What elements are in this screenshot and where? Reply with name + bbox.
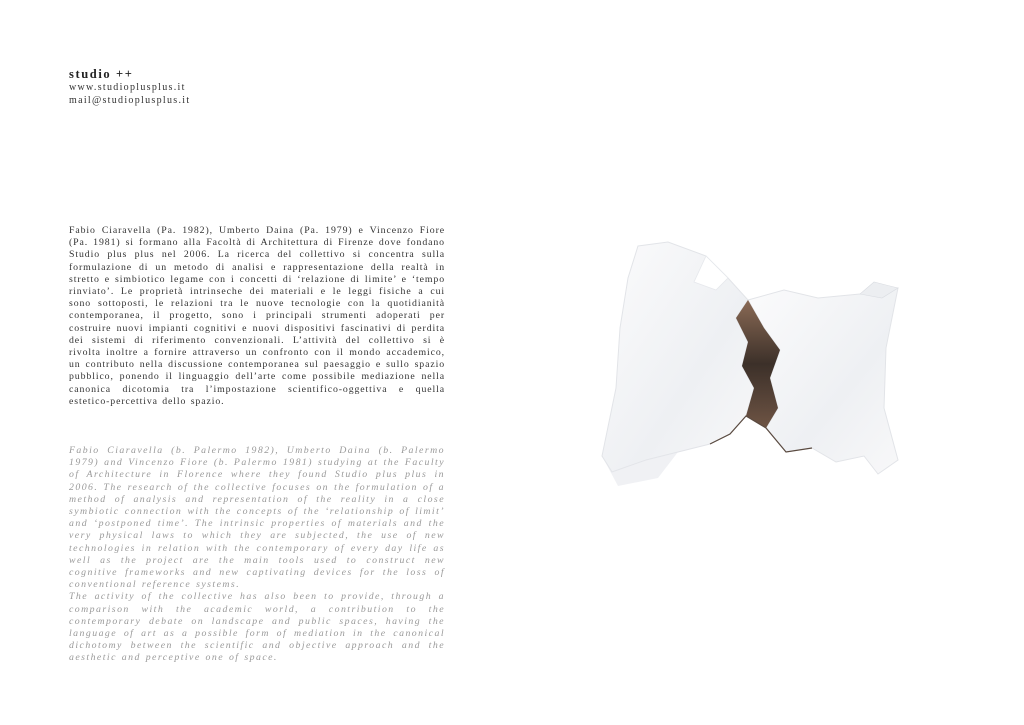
website-link[interactable]: www.studioplusplus.it: [69, 82, 186, 93]
studio-name: studio ++: [69, 67, 134, 81]
torn-paper-image: [598, 238, 908, 528]
studio-header: [69, 66, 190, 107]
paper-left-piece: [602, 242, 754, 472]
bio-english-paragraph-2: The activity of the collective has also been to provide, through a comparison with the academic world, a contribution to the contemporary debate on landscape and public spaces, having the language of art as a possible form of mediation in the canonical dichotomy between the scientific and objective approach and the aesthetic and perceptive one of space.: [69, 591, 445, 664]
email-link[interactable]: mail@studioplusplus.it: [69, 94, 191, 106]
bio-italian: Fabio Ciaravella (Pa. 1982), Umberto Daina (Pa. 1979) e Vincenzo Fiore (Pa. 1981) si formano alla Facoltà di Architettura di Firenze dove fondano Studio plus plus nel 2006. La ricerca del collettivo si concentra sulla formulazione di un metodo di analisi e rappresentazione della realtà in stretto e simbiotico legame con i concetti di ‘relazione di limite’ e ‘tempo rinviato’. Le proprietà intrinseche dei materiali e le leggi fisiche a cui sono sottoposti, le relazioni tra le nuove tecnologie con la quotidianità contemporanea, il progetto, sono i principali strumenti adoperati per costruire nuovi impianti cognitivi e nuovi dispositivi fascinativi di perdita dei sistemi di riferimento convenzionali. L’attività del collettivo si è rivolta inoltre a fornire attraverso un confronto con il mondo accademico, un contributo nella discussione contemporanea sul paesaggio e sullo spazio pubblico, ponendo il linguaggio dell’arte come possibile mediazione nella canonica dicotomia tra l’impostazione scientifico-oggettiva e quella estetico-percettiva dello spazio.: [69, 225, 445, 407]
bio-english: [69, 445, 445, 665]
bio-english-paragraph-1: Fabio Ciaravella (b. Palermo 1982), Umberto Daina (b. Palermo 1979) and Vincenzo Fiore (b. Palermo 1981) studying at the Faculty of Architecture in Florence where they found Studio plus plus in 2006. The research of the collective focuses on the formulation of a method of analysis and representation of the reality in a close symbiotic connection with the concepts of the ‘relationship of limit’ and ‘postponed time’. The intrinsic properties of materials and the very physical laws to which they are subjected, the use of new technologies in relation with the contemporary of every day life as well as the project are the main tools used to construct new cognitive frameworks and new captivating devices for the loss of conventional reference systems.: [69, 445, 445, 591]
